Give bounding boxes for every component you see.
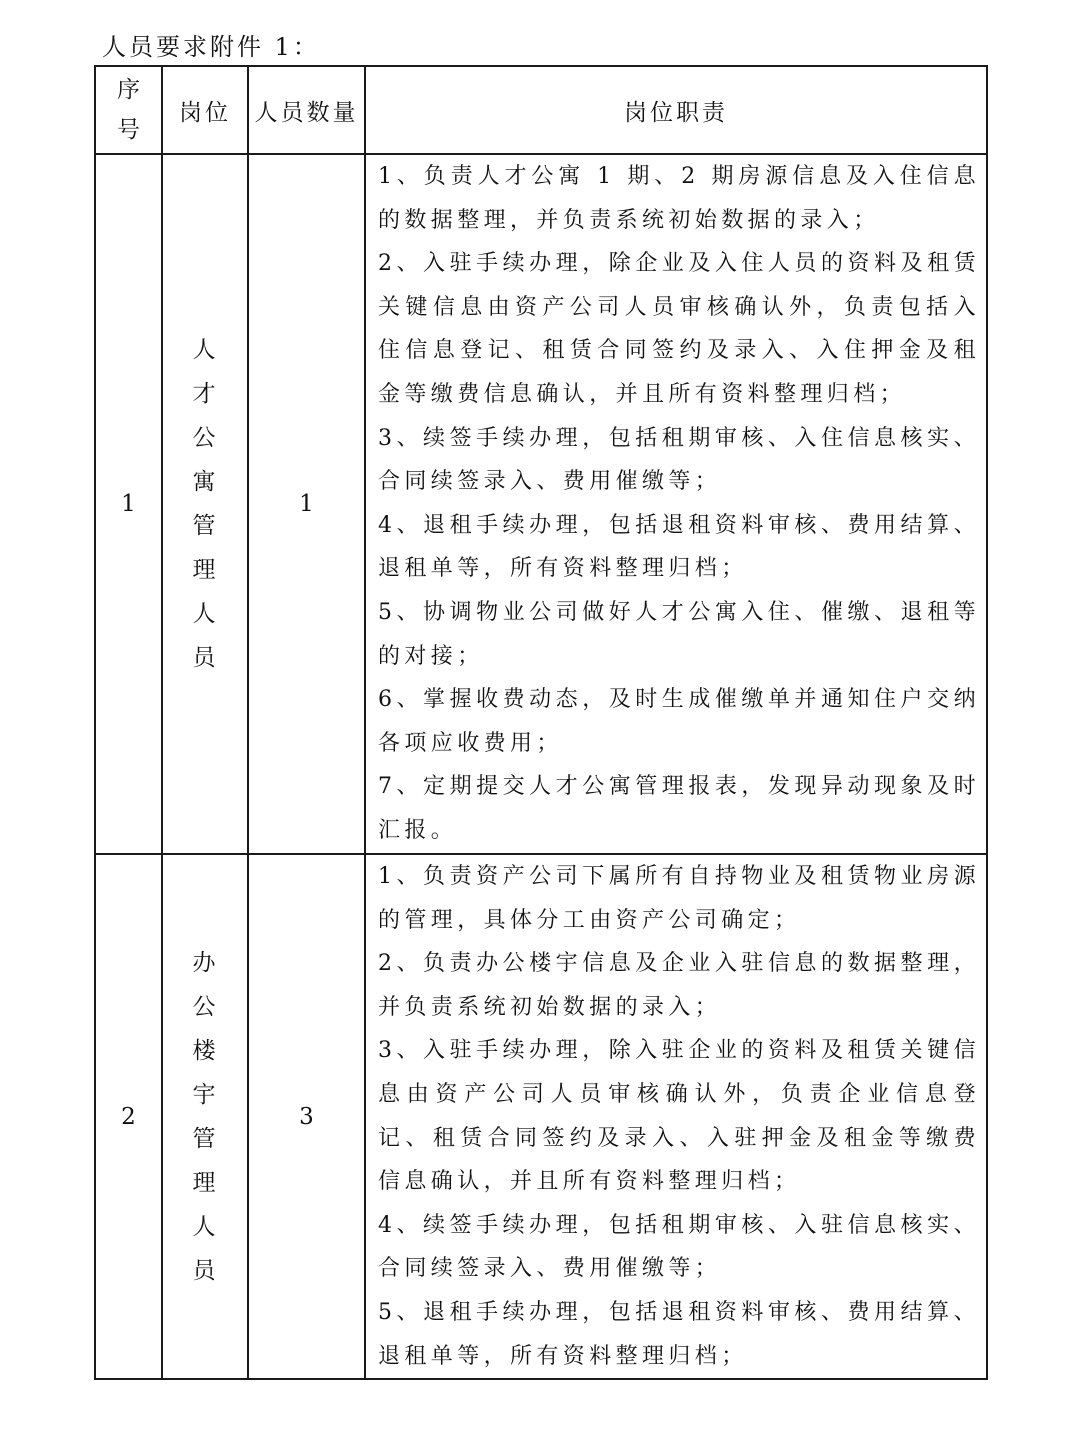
duty-item: 4、续签手续办理，包括租期审核、入驻信息核实、合同续签录入、费用催缴等； [378,1212,980,1282]
table-row [95,854,987,1379]
duty-list [366,855,986,1378]
duty-item: 3、续签手续办理，包括租期审核、入住信息核实、合同续签录入、费用催缴等； [378,425,980,495]
header-post: 岗位 [162,66,248,154]
header-count: 人员数量 [248,66,365,154]
duty-item: 1、负责人才公寓 1 期、2 期房源信息及入住信息的数据整理，并负责系统初始数据的录入； [378,164,980,233]
header-no: 序号 [95,66,162,154]
table-row [95,154,987,854]
post-name: 人才公寓管理人员 [192,337,218,671]
duty-item: 2、入驻手续办理，除企业及入住人员的资料及租赁关键信息由资产公司人员审核确认外，负责包括入住信息登记、租赁合同签约及录入、入住押金及租金等缴费信息确认，并且所有资料整理归档； [378,251,980,407]
duty-item: 1、负责资产公司下属所有自持物业及租赁物业房源的管理，具体分工由资产公司确定； [378,864,980,933]
staff-count: 3 [248,854,365,1379]
row-number: 1 [95,154,162,854]
duty-item: 7、定期提交人才公寓管理报表，发现异动现象及时汇报。 [378,774,980,843]
header-duties: 岗位职责 [365,66,987,154]
post-cell [162,854,248,1379]
duty-list [366,155,986,853]
staff-requirements-table [94,65,988,1380]
duty-item: 5、协调物业公司做好人才公寓入住、催缴、退租等的对接； [378,599,980,669]
duties-cell [365,154,987,854]
duty-item: 5、退租手续办理，包括退租资料审核、费用结算、退租单等，所有资料整理归档； [378,1299,980,1369]
document-title: 人员要求附件 1： [102,33,320,61]
row-number: 2 [95,854,162,1379]
post-name: 办公楼宇管理人员 [192,949,218,1284]
duty-item: 6、掌握收费动态，及时生成催缴单并通知住户交纳各项应收费用； [378,687,980,756]
duty-item: 2、负责办公楼宇信息及企业入驻信息的数据整理，并负责系统初始数据的录入； [378,951,980,1020]
post-cell [162,154,248,854]
duty-item: 3、入驻手续办理，除入驻企业的资料及租赁关键信息由资产公司人员审核确认外，负责企业信息登记、租赁合同签约及录入、入驻押金及租金等缴费信息确认，并且所有资料整理归档； [378,1038,980,1195]
staff-count: 1 [248,154,365,854]
duty-item: 4、退租手续办理，包括退租资料审核、费用结算、退租单等，所有资料整理归档； [378,512,980,582]
duties-cell [365,854,987,1379]
table-header-row [95,66,987,154]
